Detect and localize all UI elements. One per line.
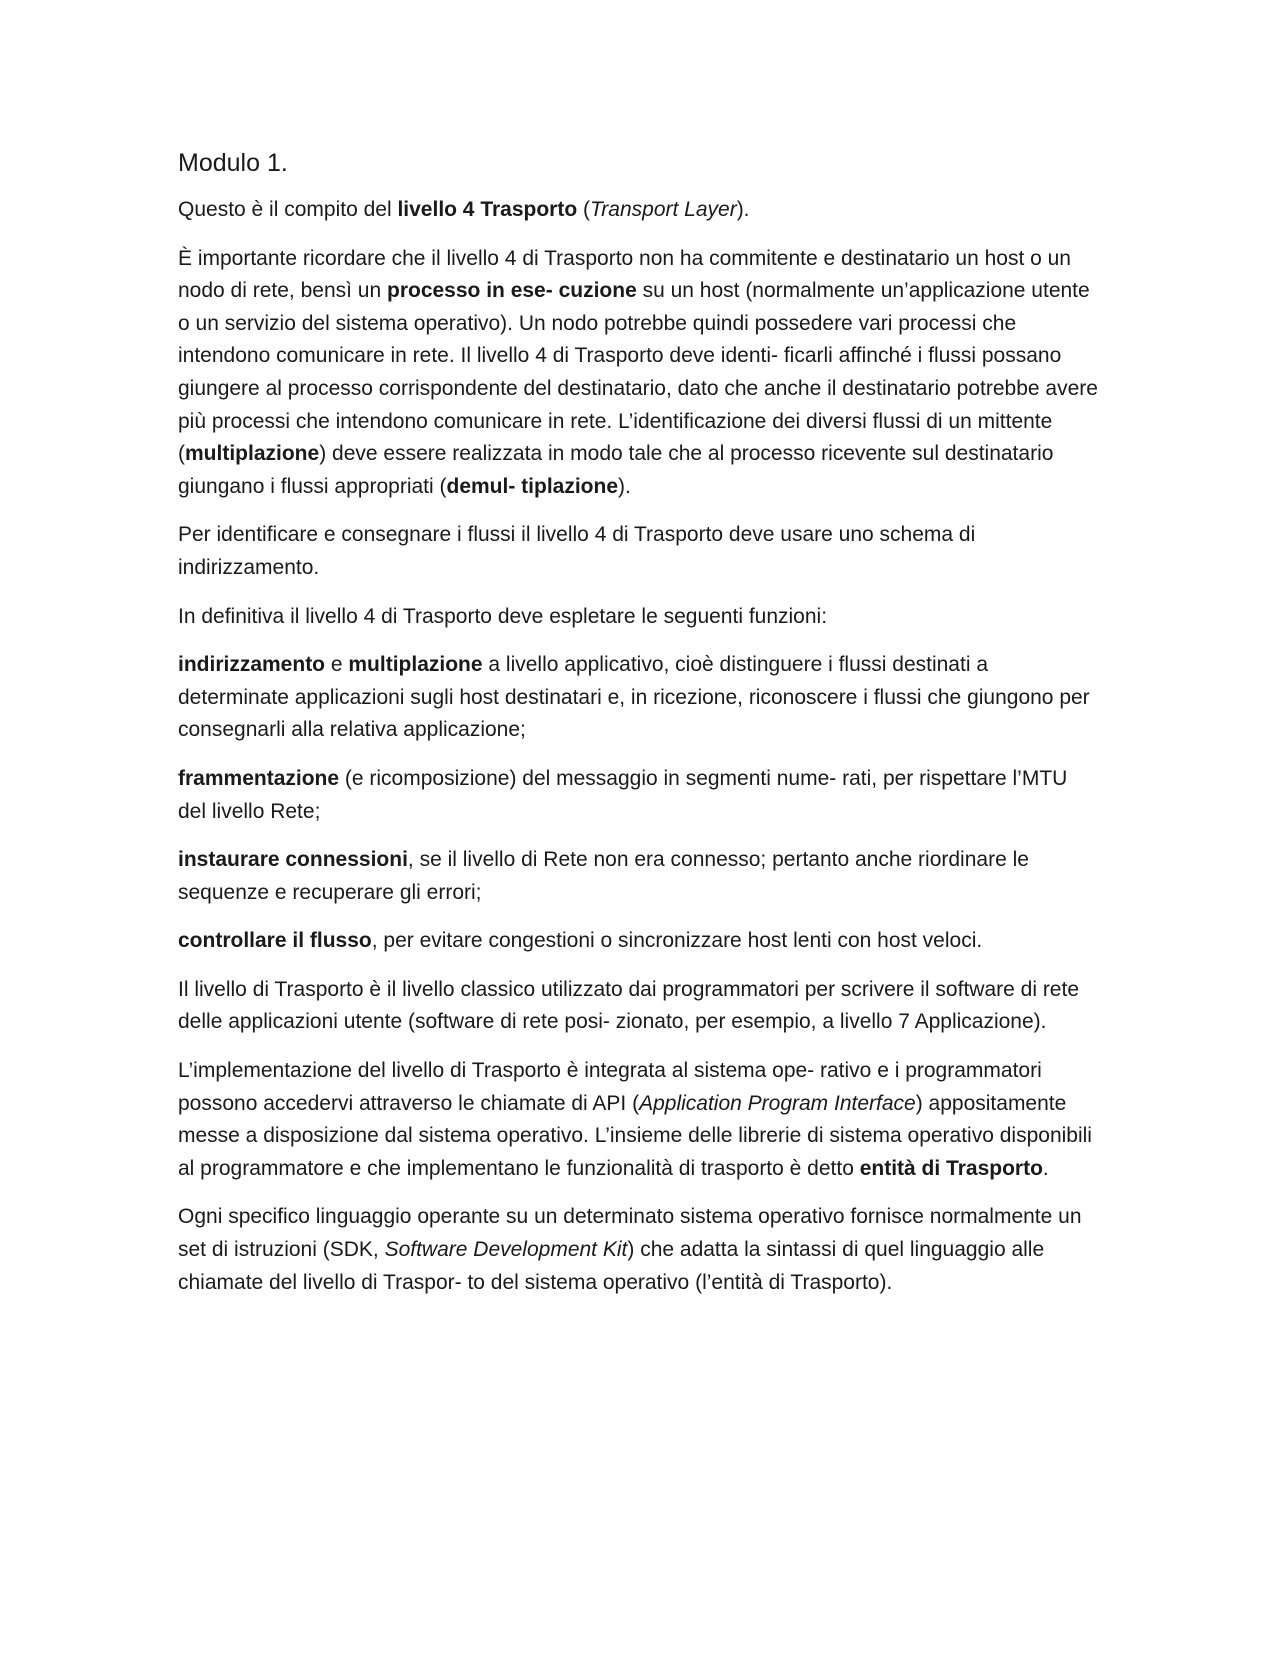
- text-run: ) appositamente messe a disposizione dal sistema operativo. L’insieme delle librerie di sistema operativo disponibili al programmatore e che implementano le funzionalità di trasporto è detto: [178, 1091, 1092, 1180]
- bold-text: processo in ese- cuzione: [387, 279, 637, 303]
- bold-text: indirizzamento: [178, 653, 326, 677]
- document-body: [178, 194, 1098, 1299]
- paragraph: [178, 601, 1098, 634]
- paragraph: [178, 974, 1098, 1039]
- text-run: L’implementazione del livello di Trasporto è integrata al sistema ope- rativo e i programmatori possono accedervi attraverso le chiamate di API (: [178, 1059, 1042, 1115]
- document-title: Modulo 1.: [178, 149, 288, 177]
- text-run: .: [1042, 1156, 1049, 1180]
- bold-text: multiplazione: [348, 653, 483, 677]
- text-run: (e ricomposizione) del messaggio in segmenti nume- rati, per rispettare l’MTU del livello Rete;: [178, 766, 1068, 823]
- paragraph: [178, 243, 1098, 504]
- paragraph: [178, 1201, 1098, 1299]
- text-run: Ogni specifico linguaggio operante su un determinato sistema operativo fornisce normalmente un set di istruzioni (SDK,: [178, 1205, 1082, 1262]
- text-run: (: [577, 198, 591, 221]
- text-run: Per identificare e consegnare i flussi il livello 4 di Trasporto deve usare uno schema di indirizzamento.: [178, 523, 976, 579]
- text-run: In definitiva il livello 4 di Trasporto deve espletare le seguenti funzioni:: [178, 604, 828, 628]
- bold-text: controllare il flusso: [178, 929, 372, 953]
- paragraph: [178, 649, 1098, 747]
- bold-text: frammentazione: [178, 766, 340, 790]
- text-run: , se il livello di Rete non era connesso; pertanto anche riordinare le sequenze e recuperare gli errori;: [178, 848, 1029, 904]
- text-run: ) che adatta la sintassi di quel linguaggio alle chiamate del livello di Traspor- to del sistema operativo (l’entità di Trasporto).: [178, 1238, 1045, 1294]
- italic-text: Application Program Interface: [639, 1091, 916, 1115]
- paragraph: [178, 519, 1098, 584]
- bold-text: multiplazione: [185, 442, 320, 466]
- paragraph: [178, 1055, 1098, 1185]
- text-run: È importante ricordare che il livello 4 di Trasporto non ha commitente e destinatario un host o un nodo di rete, bensì un: [178, 246, 1071, 303]
- italic-text: Transport Layer: [590, 198, 737, 221]
- text-run: ).: [618, 474, 631, 498]
- text-run: ).: [736, 198, 750, 221]
- text-run: Il livello di Trasporto è il livello classico utilizzato dai programmatori per scrivere il software di rete delle applicazioni utente (software di rete posi- zionato, per esempio, a livello 7 Applicazione).: [178, 977, 1080, 1034]
- paragraph: [178, 925, 1098, 958]
- bold-text: entità di Trasporto: [859, 1156, 1043, 1180]
- text-run: ) deve essere realizzata in modo tale che al processo ricevente sul destinatario giungano i flussi appropriati (: [178, 442, 1054, 498]
- bold-text: instaurare connessioni: [178, 848, 408, 872]
- text-run: su un host (normalmente un’applicazione utente o un servizio del sistema operativo). Un nodo potrebbe quindi possedere vari processi che intendono comunicare in rete. Il livello 4 di Trasporto deve identi- ficarli affinché i flussi possano giungere al processo corrispondente del destinatario, dato che anche il destinatario potrebbe avere più processi che intendono comunicare in rete. L’identificazione dei diversi flussi di un mittente (: [178, 279, 1098, 466]
- document-page: [178, 146, 1098, 1315]
- paragraph: [178, 763, 1098, 828]
- paragraph: [178, 844, 1098, 909]
- italic-text: Software Development Kit: [384, 1238, 628, 1262]
- text-run: , per evitare congestioni o sincronizzare host lenti con host veloci.: [371, 929, 983, 953]
- text-run: a livello applicativo, cioè distinguere i flussi destinati a determinate applicazioni sugli host destinatari e, in ricezione, riconoscere i flussi che giungono per consegnarli alla relativa applicazione;: [178, 653, 1090, 742]
- bold-text: livello 4 Trasporto: [397, 198, 578, 221]
- bold-text: demul- tiplazione: [446, 474, 619, 498]
- paragraph: [178, 194, 1098, 227]
- text-run: e: [325, 653, 349, 677]
- text-run: Questo è il compito del: [178, 198, 398, 221]
